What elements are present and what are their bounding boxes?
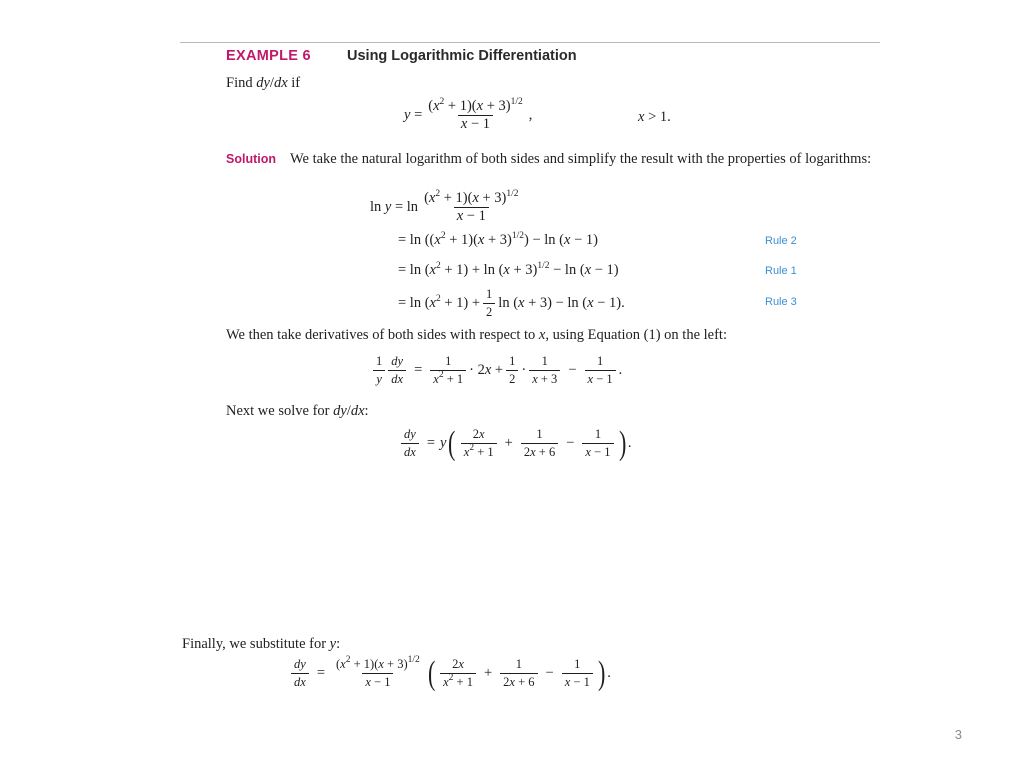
rule-2-note: Rule 2 [765,235,797,247]
equation-log-2: = $\ln ((x^2 + 1)(x + 3)^{1/2}) - \ln (x - 1)$ [398,231,598,248]
solution-label: Solution [226,152,276,166]
equation-log-4: = $\ln (x^2 + 1)$ + $\frac{1}{2}$ ln (x + 3) − ln (x − 1). [398,287,625,319]
rule-3-note: Rule 3 [765,296,797,308]
equation-definition: y = $\frac{(x^2 + 1)(x + 3)^{1/2}}{x - 1}$ , [404,97,533,132]
rule-1-note: Rule 1 [765,265,797,277]
example-label: EXAMPLE 6 [226,48,311,64]
equation-solve: $\frac{dy}{dx}$ = y ( $\frac{2x}{x^2 + 1}$ + $\frac{1}{2x + 6}$ − $\frac{1}{x - 1}$ ) . [398,427,631,460]
equation-log-3: = $\ln (x^2 + 1) + \ln (x + 3)^{1/2} - \ln (x - 1)$ [398,261,619,278]
solve-intro: Next we solve for dy/dx: [226,403,369,419]
find-text: Find dy/dx if [226,75,301,91]
substitute-intro: Finally, we substitute for y: [182,636,341,652]
top-divider [180,42,880,43]
example-title: Using Logarithmic Differentiation [347,48,577,64]
solution-text: We take the natural logarithm of both sides and simplify the result with the properties of logarithms: [290,151,872,167]
definition-fraction: $\frac{(x^2 + 1)(x + 3)^{1/2}}{x - 1}$ [428,97,523,132]
derivative-intro: We then take derivatives of both sides with respect to x, using Equation (1) on the left: [226,327,727,343]
page-number: 3 [954,727,962,742]
equation-log-1: ln y = ln $\frac{(x^2 + 1)(x + 3)^{1/2}}{x - 1}$ [370,189,519,224]
equation-derivative: $\frac{1}{y}$ $\frac{dy}{dx}$ = $\frac{1}{x^2 + 1}$ · 2x + $\frac{1}{2}$ · $\frac{1}{x + 3}$ − $\frac{1}{x - 1}$ . [370,354,622,387]
equation-final: $\frac{dy}{dx}$ = $\frac{(x^2 + 1)(x + 3)^{1/2}}{x - 1}$ ( $\frac{2x}{x^2 + 1}$ + $\frac{1}{2x + 6}$ − $\frac{1}{x - 1}$ ) . [288,657,611,690]
solution-paragraph [226,150,878,168]
condition-text: x > 1. [638,109,671,125]
